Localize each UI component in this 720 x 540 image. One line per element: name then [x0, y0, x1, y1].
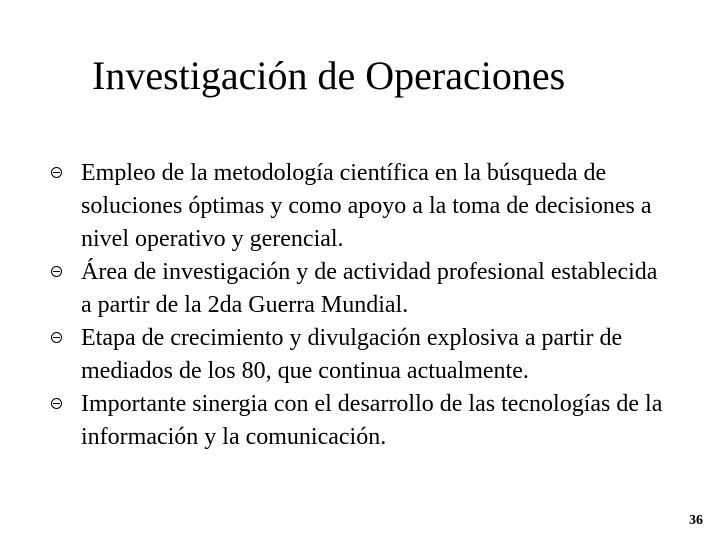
- bullet-item-growth-stage: [50, 322, 670, 388]
- circled-bullet-icon: [51, 266, 62, 277]
- bullet-item-methodology: [50, 157, 670, 256]
- bullet-item-technology-synergy: [50, 388, 670, 454]
- slide-title: Investigación de Operaciones: [92, 53, 566, 98]
- circled-bullet-icon: [51, 167, 62, 178]
- bullet-text-methodology: Empleo de la metodología científica en la búsqueda de soluciones óptimas y como apoyo a la toma de decisiones a nivel operativo y gerencial.: [81, 160, 652, 252]
- bullet-item-research-area: [50, 256, 670, 322]
- page-number: 36: [689, 513, 703, 528]
- bullet-text-growth-stage: Etapa de crecimiento y divulgación explosiva a partir de mediados de los 80, que continua actualmente.: [81, 325, 623, 384]
- bullet-list: [50, 157, 670, 454]
- circled-bullet-icon: [51, 332, 62, 343]
- circled-bullet-icon: [51, 398, 62, 409]
- bullet-text-technology-synergy: Importante sinergia con el desarrollo de las tecnologías de la información y la comunicación.: [81, 391, 663, 450]
- bullet-text-research-area: Área de investigación y de actividad profesional establecida a partir de la 2da Guerra Mundial.: [81, 259, 658, 318]
